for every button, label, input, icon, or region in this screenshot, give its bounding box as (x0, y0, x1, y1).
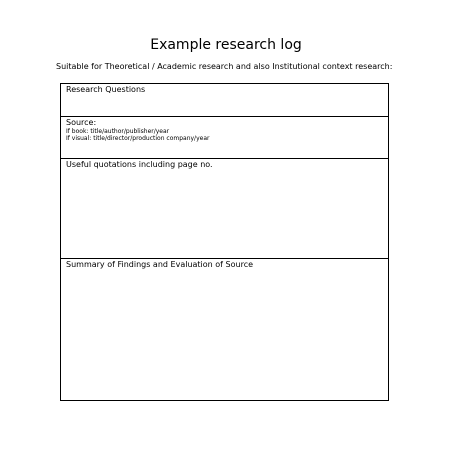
intro-text: Suitable for Theoretical / Academic research and also Institutional context research: (56, 62, 393, 71)
quotations-box[interactable] (61, 159, 388, 259)
research-questions-box[interactable] (61, 84, 388, 117)
research-questions-label: Research Questions (66, 85, 146, 94)
source-box[interactable] (61, 117, 388, 159)
page-title: Example research log (150, 37, 302, 53)
summary-box[interactable] (61, 259, 388, 400)
source-note-visual: If visual: title/director/production company/year (66, 135, 210, 142)
quotations-label: Useful quotations including page no. (66, 160, 213, 169)
source-note-book: If book: title/author/publisher/year (66, 128, 170, 135)
summary-label: Summary of Findings and Evaluation of Source (66, 260, 254, 269)
research-log-table (60, 83, 389, 401)
source-label: Source: (66, 118, 97, 127)
